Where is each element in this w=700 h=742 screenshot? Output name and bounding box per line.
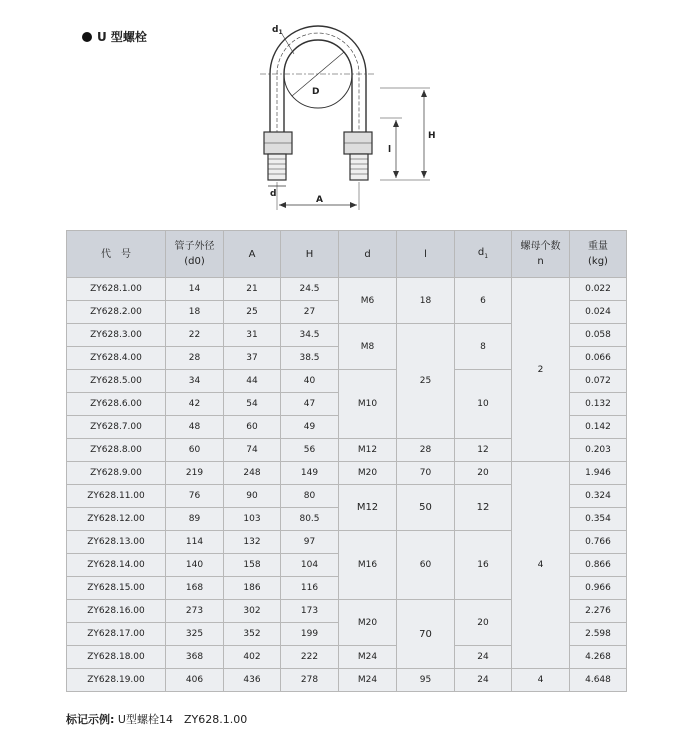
- cell-A: 302: [224, 600, 281, 623]
- dim-label-d1: $d_1$: [272, 25, 283, 36]
- cell-weight: 2.598: [570, 623, 627, 646]
- table-row: [67, 669, 627, 692]
- cell-pipe: 28: [166, 347, 224, 370]
- cell-code: ZY628.17.00: [67, 623, 166, 646]
- cell-weight: 0.203: [570, 439, 627, 462]
- cell-code: ZY628.12.00: [67, 508, 166, 531]
- header-H: H: [281, 231, 339, 278]
- header-l: l: [397, 231, 455, 278]
- cell-H: 80: [281, 485, 339, 508]
- header-weight: [570, 231, 627, 278]
- cell-H: 24.5: [281, 278, 339, 301]
- table-row: [67, 278, 627, 301]
- cell-weight: 4.648: [570, 669, 627, 692]
- cell-H: 27: [281, 301, 339, 324]
- cell-A: 158: [224, 554, 281, 577]
- cell-weight: 0.132: [570, 393, 627, 416]
- header-weight-line2: (kg): [588, 256, 608, 267]
- marking-example: [66, 711, 247, 727]
- cell-d1: 8: [455, 324, 512, 370]
- cell-weight: 0.866: [570, 554, 627, 577]
- cell-weight: 0.066: [570, 347, 627, 370]
- cell-l: 25: [397, 324, 455, 439]
- cell-l: 18: [397, 278, 455, 324]
- table-header-row: [67, 231, 627, 278]
- cell-code: ZY628.3.00: [67, 324, 166, 347]
- dim-label-D: D: [312, 87, 320, 97]
- dim-label-l: l: [388, 145, 392, 155]
- cell-weight: 0.354: [570, 508, 627, 531]
- cell-d1: 20: [455, 600, 512, 646]
- cell-l: 28: [397, 439, 455, 462]
- cell-code: ZY628.6.00: [67, 393, 166, 416]
- dim-label-A: A: [316, 195, 323, 205]
- cell-H: 222: [281, 646, 339, 669]
- cell-weight: 2.276: [570, 600, 627, 623]
- header-d1-sub: 1: [484, 252, 489, 260]
- cell-A: 186: [224, 577, 281, 600]
- cell-d: M6: [339, 278, 397, 324]
- header-pipe-line2: (d0): [184, 256, 205, 267]
- cell-H: 116: [281, 577, 339, 600]
- cell-code: ZY628.11.00: [67, 485, 166, 508]
- cell-A: 402: [224, 646, 281, 669]
- cell-pipe: 89: [166, 508, 224, 531]
- header-nuts: [512, 231, 570, 278]
- cell-H: 80.5: [281, 508, 339, 531]
- cell-pipe: 34: [166, 370, 224, 393]
- cell-pipe: 114: [166, 531, 224, 554]
- cell-H: 56: [281, 439, 339, 462]
- cell-nuts: 4: [512, 462, 570, 669]
- cell-H: 173: [281, 600, 339, 623]
- cell-d1: 6: [455, 278, 512, 324]
- cell-weight: 0.324: [570, 485, 627, 508]
- cell-pipe: 406: [166, 669, 224, 692]
- cell-pipe: 48: [166, 416, 224, 439]
- cell-weight: 0.072: [570, 370, 627, 393]
- cell-l: 70: [397, 462, 455, 485]
- cell-pipe: 273: [166, 600, 224, 623]
- cell-pipe: 76: [166, 485, 224, 508]
- u-bolt-drawing: [230, 14, 460, 214]
- cell-H: 97: [281, 531, 339, 554]
- cell-weight: 0.142: [570, 416, 627, 439]
- cell-d: M12: [339, 439, 397, 462]
- cell-l: 70: [397, 600, 455, 669]
- cell-code: ZY628.13.00: [67, 531, 166, 554]
- cell-A: 31: [224, 324, 281, 347]
- cell-d1: 10: [455, 370, 512, 439]
- cell-A: 60: [224, 416, 281, 439]
- cell-code: ZY628.9.00: [67, 462, 166, 485]
- cell-pipe: 219: [166, 462, 224, 485]
- cell-A: 21: [224, 278, 281, 301]
- header-d1: [455, 231, 512, 278]
- cell-pipe: 18: [166, 301, 224, 324]
- dim-label-H: H: [428, 131, 436, 141]
- cell-d1: 24: [455, 646, 512, 669]
- cell-d: M20: [339, 600, 397, 646]
- cell-pipe: 22: [166, 324, 224, 347]
- cell-weight: 0.766: [570, 531, 627, 554]
- cell-d: M20: [339, 462, 397, 485]
- cell-pipe: 168: [166, 577, 224, 600]
- cell-weight: 0.966: [570, 577, 627, 600]
- cell-weight: 1.946: [570, 462, 627, 485]
- cell-d1: 12: [455, 485, 512, 531]
- cell-H: 40: [281, 370, 339, 393]
- cell-H: 49: [281, 416, 339, 439]
- cell-d: M24: [339, 669, 397, 692]
- cell-code: ZY628.14.00: [67, 554, 166, 577]
- cell-H: 34.5: [281, 324, 339, 347]
- cell-nuts: 4: [512, 669, 570, 692]
- cell-A: 54: [224, 393, 281, 416]
- marking-example-text: U型螺栓14 ZY628.1.00: [117, 713, 248, 726]
- cell-d: M16: [339, 531, 397, 600]
- cell-A: 436: [224, 669, 281, 692]
- cell-d1: 24: [455, 669, 512, 692]
- cell-l: 60: [397, 531, 455, 600]
- header-pipe: [166, 231, 224, 278]
- cell-d: M24: [339, 646, 397, 669]
- table-row: [67, 462, 627, 485]
- cell-weight: 0.058: [570, 324, 627, 347]
- cell-code: ZY628.16.00: [67, 600, 166, 623]
- cell-d: M8: [339, 324, 397, 370]
- cell-code: ZY628.15.00: [67, 577, 166, 600]
- header-nuts-line1: 螺母个数: [520, 241, 561, 252]
- cell-A: 103: [224, 508, 281, 531]
- cell-H: 104: [281, 554, 339, 577]
- cell-A: 352: [224, 623, 281, 646]
- cell-pipe: 325: [166, 623, 224, 646]
- cell-code: ZY628.8.00: [67, 439, 166, 462]
- header-A: A: [224, 231, 281, 278]
- marking-example-label: 标记示例:: [66, 713, 115, 726]
- cell-A: 90: [224, 485, 281, 508]
- spec-table: [66, 230, 627, 692]
- cell-code: ZY628.2.00: [67, 301, 166, 324]
- cell-code: ZY628.18.00: [67, 646, 166, 669]
- section-title-text: U 型螺栓: [97, 30, 147, 44]
- cell-A: 37: [224, 347, 281, 370]
- cell-weight: 0.022: [570, 278, 627, 301]
- header-code: 代 号: [67, 231, 166, 278]
- cell-A: 74: [224, 439, 281, 462]
- cell-pipe: 14: [166, 278, 224, 301]
- cell-pipe: 368: [166, 646, 224, 669]
- cell-code: ZY628.4.00: [67, 347, 166, 370]
- cell-pipe: 60: [166, 439, 224, 462]
- cell-A: 25: [224, 301, 281, 324]
- cell-code: ZY628.19.00: [67, 669, 166, 692]
- cell-code: ZY628.7.00: [67, 416, 166, 439]
- cell-code: ZY628.5.00: [67, 370, 166, 393]
- cell-pipe: 42: [166, 393, 224, 416]
- cell-weight: 0.024: [570, 301, 627, 324]
- cell-nuts: 2: [512, 278, 570, 462]
- cell-A: 248: [224, 462, 281, 485]
- section-title: [82, 28, 147, 45]
- header-nuts-line2: n: [537, 256, 544, 267]
- cell-code: ZY628.1.00: [67, 278, 166, 301]
- dim-label-d: d: [270, 189, 277, 199]
- cell-l: 50: [397, 485, 455, 531]
- cell-pipe: 140: [166, 554, 224, 577]
- cell-d1: 20: [455, 462, 512, 485]
- cell-A: 132: [224, 531, 281, 554]
- cell-d: M12: [339, 485, 397, 531]
- cell-H: 199: [281, 623, 339, 646]
- cell-H: 47: [281, 393, 339, 416]
- cell-d1: 16: [455, 531, 512, 600]
- cell-l: 95: [397, 669, 455, 692]
- cell-weight: 4.268: [570, 646, 627, 669]
- cell-d: M10: [339, 370, 397, 439]
- cell-A: 44: [224, 370, 281, 393]
- cell-H: 149: [281, 462, 339, 485]
- cell-H: 278: [281, 669, 339, 692]
- cell-d1: 12: [455, 439, 512, 462]
- header-d1-main: d: [477, 246, 485, 258]
- bullet-icon: [82, 32, 92, 42]
- header-pipe-line1: 管子外径: [174, 241, 215, 252]
- header-weight-line1: 重量: [588, 241, 608, 252]
- cell-H: 38.5: [281, 347, 339, 370]
- header-d: d: [339, 231, 397, 278]
